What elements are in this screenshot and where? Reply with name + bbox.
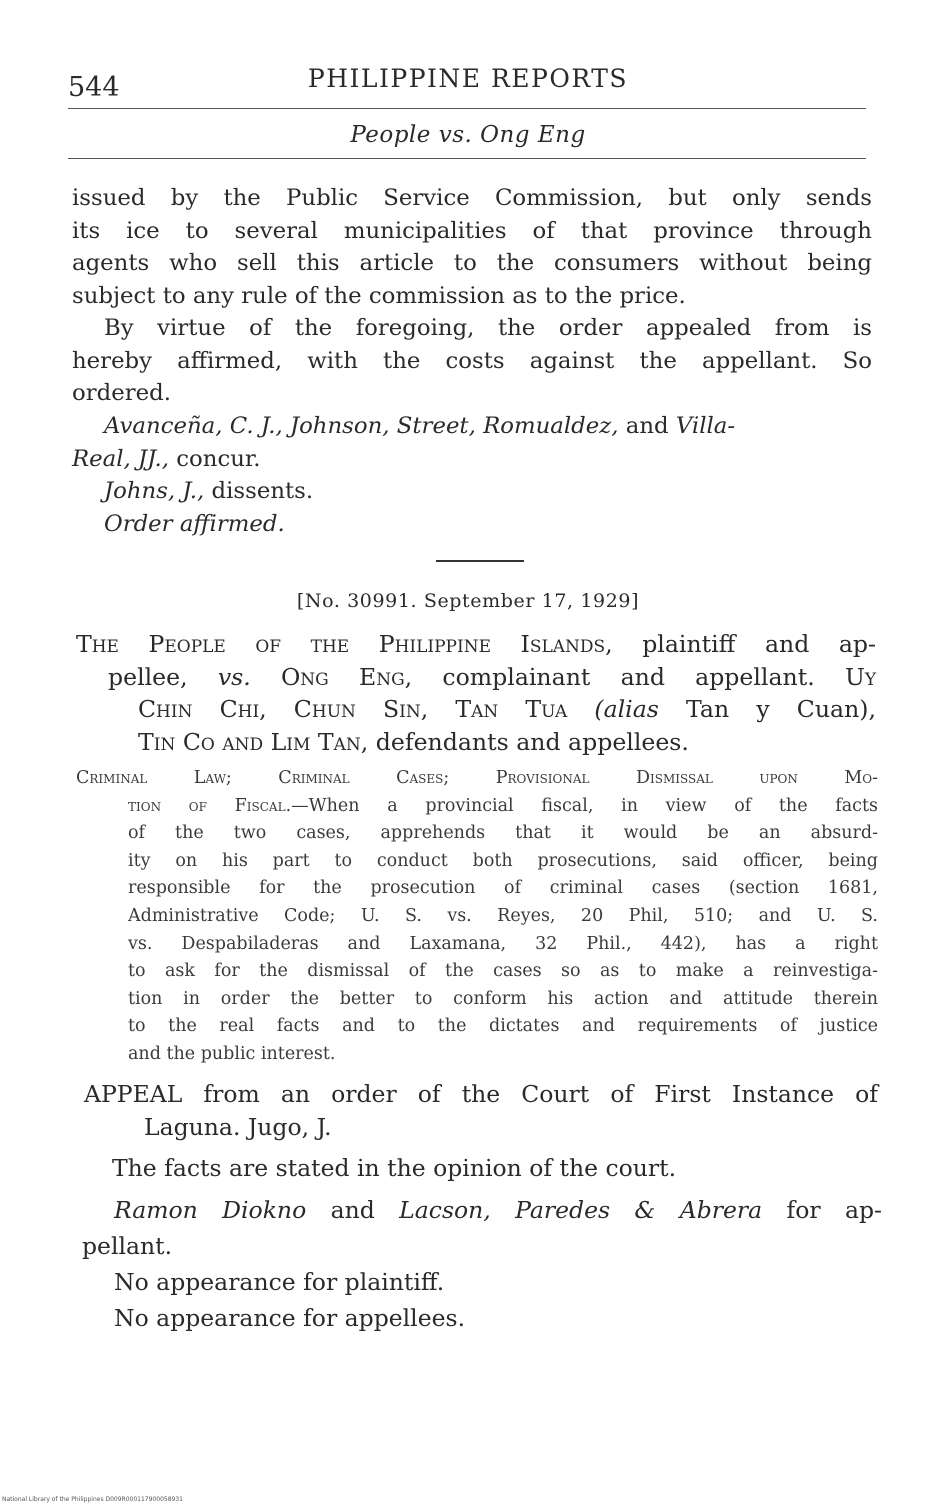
case-caption: People vs. Ong Eng [350,122,586,148]
disposition-paragraph [72,312,872,410]
syllabus-line: to ask for the dismissal of the cases so as to make a reinvestiga- [128,961,878,982]
facts-statement: The facts are stated in the opinion of the court. [112,1154,677,1182]
syllabus-line [76,793,878,821]
counsel-firm: Lacson, Paredes & Abrera [399,1196,763,1224]
alias-name: Tan y Cuan), [686,695,876,723]
syllabus-line: responsible for the prosecution of criminal cases (section 1681, [128,878,878,899]
concurring-judges: Avanceña, C. J., Johnson, Street, Romualdez, [104,413,619,439]
dissenting-judge: Johns, J., [104,478,205,504]
appeal-line: Laguna. Jugo, J. [144,1112,332,1141]
parties-line [76,628,876,661]
appearance-line: No appearance for appellees. [114,1304,466,1332]
text-line: agents who sell this article to the consumers without being [72,250,872,276]
concur-word: concur. [176,445,261,472]
dissents-word: dissents. [211,478,314,504]
concurring-judges-cont: Real, JJ., [72,445,170,472]
concurrence-line [72,443,872,476]
disposition-line: ordered. [72,380,171,406]
case-result: Order affirmed. [104,510,285,537]
appearance-line: No appearance for plaintiff. [114,1268,445,1296]
docket-line: [No. 30991. September 17, 1929] [296,590,640,612]
disposition-line: hereby affirmed, with the costs against the appellant. So [72,347,872,374]
header-rule-top [68,108,866,109]
text-line: its ice to several municipalities of that province through [72,217,872,244]
counsel-line: pellant. [82,1232,173,1260]
syllabus-topic-cont: tion of Fiscal. [128,795,292,816]
concurrence-line [72,410,872,443]
alias-word: (alias [594,695,659,723]
appeal-statement [84,1078,878,1143]
appeal-line: APPEAL from an order of the Court of First Instance of [84,1080,878,1108]
party-people: The People of the Philippine Islands, [76,630,613,658]
for-ap: for ap- [786,1196,882,1224]
parties-block [76,628,876,758]
party-uy: Uy [844,662,877,691]
parties-line [76,661,876,694]
header-rule-bottom [68,158,866,159]
counsel-line [82,1192,882,1228]
section-divider [436,560,524,562]
syllabus-line: vs. Despabiladeras and Laxamana, 32 Phil., 442), has a right [128,933,878,954]
text-line: subject to any rule of the commission as to the price. [72,282,686,309]
syllabus-line: of the two cases, apprehends that it would be an absurd- [128,823,878,844]
syllabus [76,765,878,1069]
concurrence [72,410,872,540]
scan-footer: National Library of the Philippines D009R000117900058931 [2,1496,183,1503]
syllabus-line: ity on his part to conduct both prosecutions, said officer, being [128,850,878,871]
page-number: 544 [68,72,120,103]
and-word: and [625,413,669,439]
and-word: and [330,1196,375,1224]
pellee-word: pellee, [108,662,188,691]
syllabus-line: and the public interest. [128,1043,336,1064]
text-line: issued by the Public Service Commission, but only sends [72,185,872,211]
complainant-role: complainant and appellant. [442,662,815,691]
vs-word: vs. [217,662,251,691]
counsel-names: Ramon Diokno [114,1196,307,1224]
plaintiff-role: plaintiff and ap- [642,630,876,658]
dissent-line [72,475,872,508]
syllabus-line: Administrative Code; U. S. vs. Reyes, 20 Phil, 510; and U. S. [128,905,878,926]
counsel [82,1192,882,1336]
parties-line [76,693,876,726]
syllabus-line: tion in order the better to conform his action and attitude therein [128,988,878,1009]
disposition-line: By virtue of the foregoing, the order appealed from is [104,315,872,341]
syllabus-text-start: —When a provincial fiscal, in view of the facts [291,795,878,816]
running-title: PHILIPPINE REPORTS [307,64,629,93]
parties-line [76,726,876,759]
syllabus-line: to the real facts and to the dictates and requirements of justice [128,1016,878,1037]
party-names: Chin Chi, Chun Sin, Tan Tua [138,695,568,723]
party-names-2: Tin Co and Lim Tan, [138,727,369,756]
syllabus-topic: Criminal Law; Criminal Cases; Provisional Dismissal upon Mo- [76,768,878,788]
defendants-role: defendants and appellees. [375,727,689,756]
continued-paragraph [72,182,872,312]
party-ong-eng: Ong Eng, [280,662,413,691]
villa-real-name: Villa- [675,413,736,439]
